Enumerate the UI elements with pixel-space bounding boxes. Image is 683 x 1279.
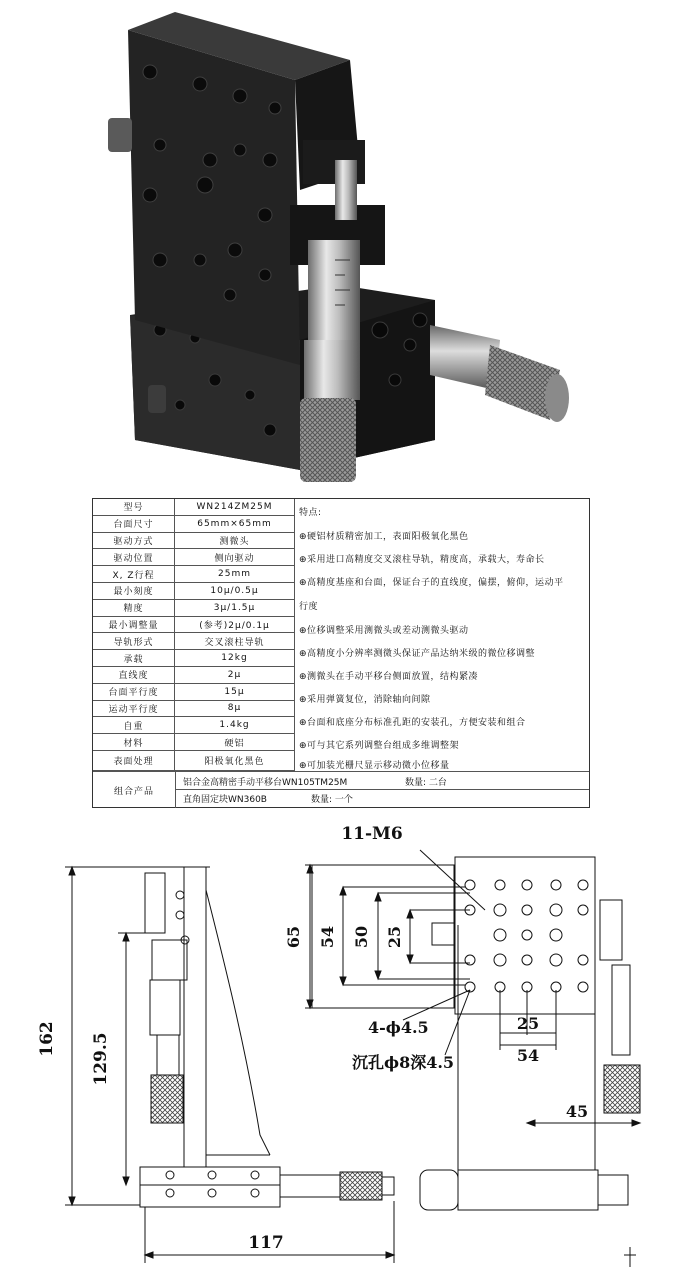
table-row	[93, 583, 295, 600]
feature-item: ⊕台面和底座分布标准孔距的安装孔，方便安装和组合	[299, 718, 526, 728]
combo-label: 组合产品	[93, 772, 176, 808]
dim-25-horizontal: 25	[516, 1014, 540, 1033]
feature-item: ⊕高精度小分辨率测微头保证产品达纳米级的微位移调整	[299, 649, 536, 659]
features-list	[295, 499, 589, 769]
dim-25-vertical: 25	[385, 925, 404, 949]
spec-value: 65mm×65mm	[175, 516, 295, 533]
spec-value: 15μ	[175, 684, 295, 701]
spec-value: 1.4kg	[175, 717, 295, 734]
spec-label: 导轨形式	[93, 633, 175, 650]
dim-162: 162	[37, 1021, 57, 1057]
table-row	[93, 549, 295, 566]
dim-50: 50	[352, 925, 371, 949]
spec-label: 驱动方式	[93, 533, 175, 550]
features-title: 特点:	[299, 508, 322, 518]
spec-label: 运动平行度	[93, 701, 175, 718]
spec-label: 最小刻度	[93, 583, 175, 600]
dim-65: 65	[284, 925, 303, 949]
spec-value: 3μ/1.5μ	[175, 600, 295, 617]
spec-label: 承载	[93, 650, 175, 667]
spec-value: 8μ	[175, 701, 295, 718]
spec-label: 精度	[93, 600, 175, 617]
dim-45: 45	[565, 1102, 589, 1121]
dim-129-5: 129.5	[91, 1032, 111, 1086]
spec-value: 10μ/0.5μ	[175, 583, 295, 600]
dim-54-vertical: 54	[318, 925, 337, 949]
combo-item-1: 铝合金高精密手动平移台WN105TM25M	[183, 778, 348, 788]
table-row	[93, 650, 295, 667]
spec-label: 驱动位置	[93, 549, 175, 566]
spec-label: 最小调整量	[93, 617, 175, 634]
spec-value: (参考)2μ/0.1μ	[175, 617, 295, 634]
table-row	[93, 633, 295, 650]
feature-item: ⊕高精度基座和台面，保证台子的直线度，偏摆，俯仰，运动平	[299, 578, 564, 588]
table-row	[93, 734, 295, 751]
feature-item: 行度	[299, 602, 319, 612]
spec-value: 2μ	[175, 667, 295, 684]
spec-value: 侧向驱动	[175, 549, 295, 566]
table-row	[93, 684, 295, 701]
feature-item: ⊕测微头在手动平移台侧面放置，结构紧凑	[299, 672, 479, 682]
spec-label: X, Z行程	[93, 566, 175, 583]
spec-value: WN214ZM25M	[175, 499, 295, 516]
combo-item-2: 直角固定块WN360B	[183, 795, 267, 805]
spec-value: 硬铝	[175, 734, 295, 751]
spec-label: 直线度	[93, 667, 175, 684]
spec-table	[92, 498, 590, 808]
table-row	[93, 600, 295, 617]
feature-item: ⊕硬铝材质精密加工，表面阳极氧化黑色	[299, 532, 469, 542]
feature-item: ⊕可与其它系列调整台组成多维调整架	[299, 741, 460, 751]
table-row	[93, 751, 295, 771]
technical-drawing	[0, 815, 683, 1279]
spec-label: 材料	[93, 734, 175, 751]
spec-value: 阳极氧化黑色	[175, 751, 295, 771]
feature-item: ⊕可加装光栅尺显示移动微小位移量	[299, 761, 450, 771]
table-row	[93, 701, 295, 718]
spec-value: 12kg	[175, 650, 295, 667]
combo-qty-1: 数量: 二台	[405, 778, 447, 788]
holes-4-phi-4-5: 4-ϕ4.5	[368, 1018, 429, 1037]
combo-qty-2: 数量: 一个	[311, 795, 353, 805]
product-photo	[0, 0, 683, 490]
dim-117: 117	[248, 1233, 284, 1253]
combo-products	[93, 771, 589, 808]
feature-item: ⊕采用弹簧复位，消除轴向间隙	[299, 695, 431, 705]
table-row	[93, 533, 295, 550]
spec-label: 自重	[93, 717, 175, 734]
counterbore-note: 沉孔ϕ8深4.5	[352, 1053, 455, 1072]
holes-11-m6: 11-M6	[341, 824, 403, 844]
table-row	[93, 566, 295, 583]
spec-label: 型号	[93, 499, 175, 516]
feature-item: ⊕采用进口高精度交叉滚柱导轨，精度高，承载大，寿命长	[299, 555, 545, 565]
feature-item: ⊕位移调整采用测微头或差动测微头驱动	[299, 626, 469, 636]
spec-label: 台面尺寸	[93, 516, 175, 533]
spec-value: 交叉滚柱导轨	[175, 633, 295, 650]
table-row	[93, 617, 295, 634]
table-row	[93, 499, 295, 516]
spec-value: 测微头	[175, 533, 295, 550]
table-row	[93, 667, 295, 684]
table-row	[93, 717, 295, 734]
spec-label: 台面平行度	[93, 684, 175, 701]
table-row	[93, 516, 295, 533]
dim-54-horizontal: 54	[516, 1046, 540, 1065]
spec-label: 表面处理	[93, 751, 175, 771]
spec-value: 25mm	[175, 566, 295, 583]
divider	[175, 789, 589, 790]
